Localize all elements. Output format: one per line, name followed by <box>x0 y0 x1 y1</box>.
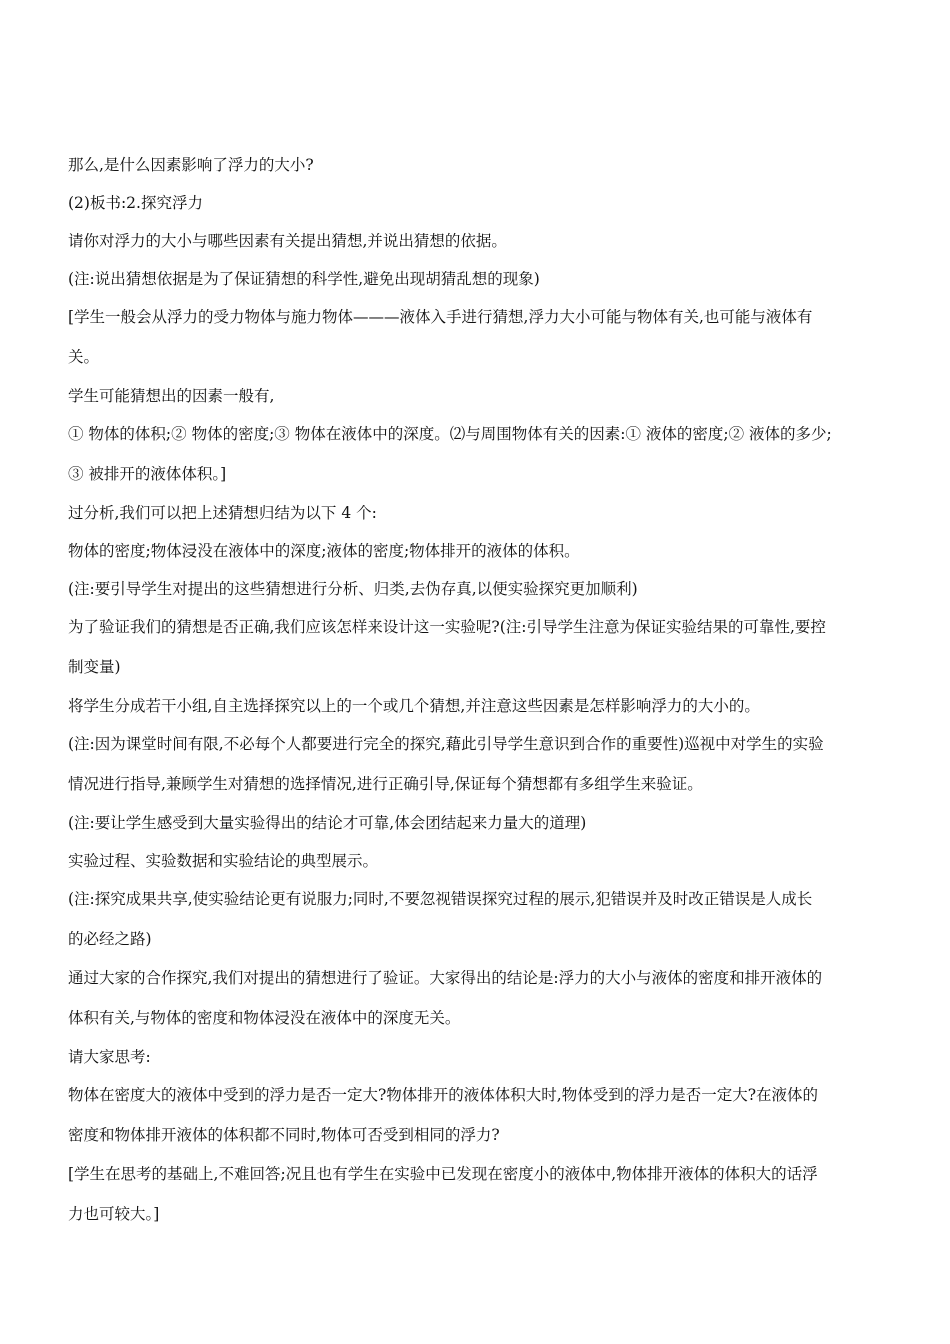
paragraph-four-guesses: 物体的密度;物体浸没在液体中的深度;液体的密度;物体排开的液体的体积。 <box>68 542 580 560</box>
paragraph-line: ① 物体的体积;② 物体的密度;③ 物体在液体中的深度。⑵与周围物体有关的因素:① 液体的密度;② 液体的多少; <box>68 425 832 443</box>
paragraph-conclusion <box>68 965 886 1031</box>
paragraph-student-answer <box>68 1161 886 1227</box>
paragraph-think-prompt: 请大家思考: <box>68 1048 151 1066</box>
paragraph-line: 物体在密度大的液体中受到的浮力是否一定大?物体排开的液体体积大时,物体受到的浮力是否一定大?在液体的 <box>68 1086 819 1104</box>
paragraph-line: 力也可较大。] <box>68 1205 160 1223</box>
paragraph-make-guess: 请你对浮力的大小与哪些因素有关提出猜想,并说出猜想的依据。 <box>68 232 507 250</box>
paragraph-line: [学生一般会从浮力的受力物体与施力物体———液体入手进行猜想,浮力大小可能与物体有关,也可能与液体有 <box>68 308 813 326</box>
paragraph-group-students: 将学生分成若干小组,自主选择探究以上的一个或几个猜想,并注意这些因素是怎样影响浮力的大小的。 <box>68 697 760 715</box>
paragraph-line: 制变量) <box>68 658 121 676</box>
paragraph-board-heading: (2)板书:2.探究浮力 <box>68 194 203 212</box>
paragraph-note-cooperation <box>68 731 886 797</box>
paragraph-think-questions <box>68 1082 886 1148</box>
paragraph-design-experiment <box>68 614 886 680</box>
paragraph-note-basis: (注:说出猜想依据是为了保证猜想的科学性,避免出现胡猜乱想的现象) <box>68 270 540 288</box>
paragraph-note-share <box>68 886 886 952</box>
paragraph-note-classify: (注:要引导学生对提出的这些猜想进行分析、归类,去伪存真,以便实验探究更加顺利) <box>68 580 638 598</box>
paragraph-line: 为了验证我们的猜想是否正确,我们应该怎样来设计这一实验呢?(注:引导学生注意为保证实验结果的可靠性,要控 <box>68 618 826 636</box>
paragraph-question-factors: 那么,是什么因素影响了浮力的大小? <box>68 156 314 174</box>
paragraph-line: 情况进行指导,兼顾学生对猜想的选择情况,进行正确引导,保证每个猜想都有多组学生来验证。 <box>68 775 703 793</box>
paragraph-student-guess <box>68 304 886 370</box>
paragraph-note-reliable: (注:要让学生感受到大量实验得出的结论才可靠,体会团结起来力量大的道理) <box>68 814 587 832</box>
paragraph-line: 的必经之路) <box>68 930 152 948</box>
paragraph-possible-factors: 学生可能猜想出的因素一般有, <box>68 387 275 405</box>
lesson-plan-body <box>68 152 886 1227</box>
paragraph-line: [学生在思考的基础上,不难回答;况且也有学生在实验中已发现在密度小的液体中,物体排开液体的体积大的话浮 <box>68 1165 818 1183</box>
paragraph-line: 通过大家的合作探究,我们对提出的猜想进行了验证。大家得出的结论是:浮力的大小与液体的密度和排开液体的 <box>68 969 823 987</box>
paragraph-show-results: 实验过程、实验数据和实验结论的典型展示。 <box>68 852 379 870</box>
paragraph-line: 关。 <box>68 348 100 366</box>
paragraph-line: 体积有关,与物体的密度和物体浸没在液体中的深度无关。 <box>68 1009 461 1027</box>
paragraph-factor-list <box>68 421 886 487</box>
paragraph-line: ③ 被排开的液体体积。] <box>68 465 227 483</box>
paragraph-summary-four: 过分析,我们可以把上述猜想归结为以下 4 个: <box>68 504 377 522</box>
paragraph-line: (注:因为课堂时间有限,不必每个人都要进行完全的探究,藉此引导学生意识到合作的重要性)巡视中对学生的实验 <box>68 735 824 753</box>
paragraph-line: (注:探究成果共享,使实验结论更有说服力;同时,不要忽视错误探究过程的展示,犯错误并及时改正错误是人成长 <box>68 890 813 908</box>
paragraph-line: 密度和物体排开液体的体积都不同时,物体可否受到相同的浮力? <box>68 1126 500 1144</box>
